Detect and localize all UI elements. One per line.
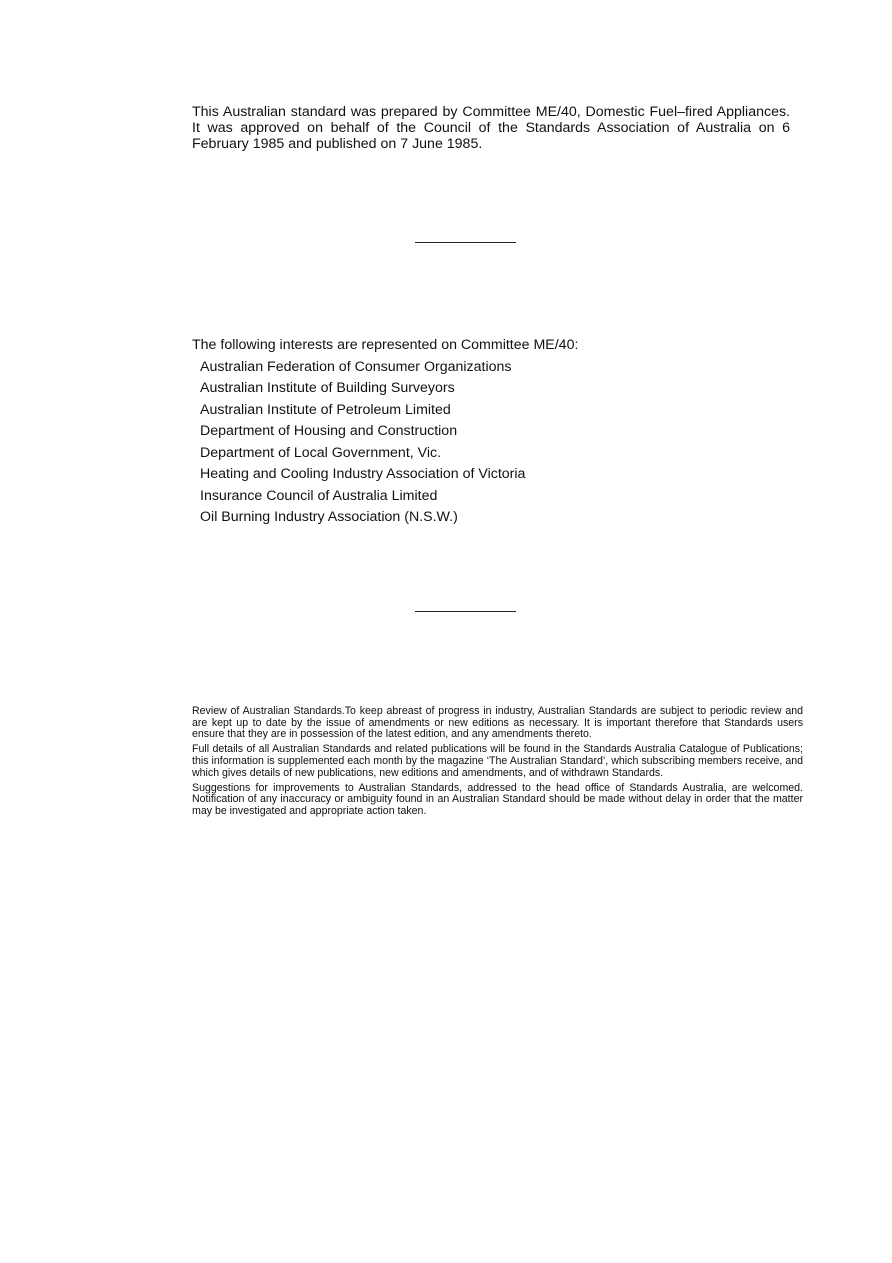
suggestions-note: Suggestions for improvements to Australian Standards, addressed to the head office of Standards Australia, are welcomed. Notification of any inaccuracy or ambiguity found in an Australian Standard should be made without delay in order that the matter may be investigated and appropriate action taken. <box>192 781 803 817</box>
approval-statement <box>192 104 790 152</box>
committee-interests <box>192 336 790 530</box>
interests-heading: The following interests are represented on Committee ME/40: <box>192 337 579 353</box>
list-item: Australian Institute of Petroleum Limited <box>200 401 451 418</box>
list-item: Department of Local Government, Vic. <box>200 444 442 461</box>
catalogue-note: Full details of all Australian Standards and related publications will be found in the Standards Australia Catalogue of Publications; this information is supplemented each month by the magazine ‘The Australian Standard’, which subscribing members receive, and which gives details of new publications, new editions and amendments, and of withdrawn Standards. <box>192 743 803 779</box>
list-item: Australian Federation of Consumer Organizations <box>200 358 512 375</box>
list-item: Insurance Council of Australia Limited <box>200 487 438 504</box>
review-note: Review of Australian Standards.To keep abreast of progress in industry, Australian Standards are subject to periodic review and are kept up to date by the issue of amendments or new editions as necessary. It is important therefore that Standards users ensure that they are in possession of the latest edition, and any amendments thereto. <box>192 705 803 741</box>
approval-text: This Australian standard was prepared by Committee ME/40, Domestic Fuel–fired Appliances. It was approved on behalf of the Council of the Standards Association of Australia on 6 February 1985 and published on 7 June 1985. <box>192 104 790 152</box>
interests-list <box>192 358 790 527</box>
divider-rule <box>415 242 516 243</box>
divider-rule <box>415 611 516 612</box>
list-item: Heating and Cooling Industry Association of Victoria <box>200 466 526 482</box>
list-item: Oil Burning Industry Association (N.S.W.) <box>200 509 458 525</box>
list-item: Department of Housing and Construction <box>200 423 458 439</box>
standards-notes <box>192 706 803 821</box>
list-item: Australian Institute of Building Surveyors <box>200 380 455 396</box>
